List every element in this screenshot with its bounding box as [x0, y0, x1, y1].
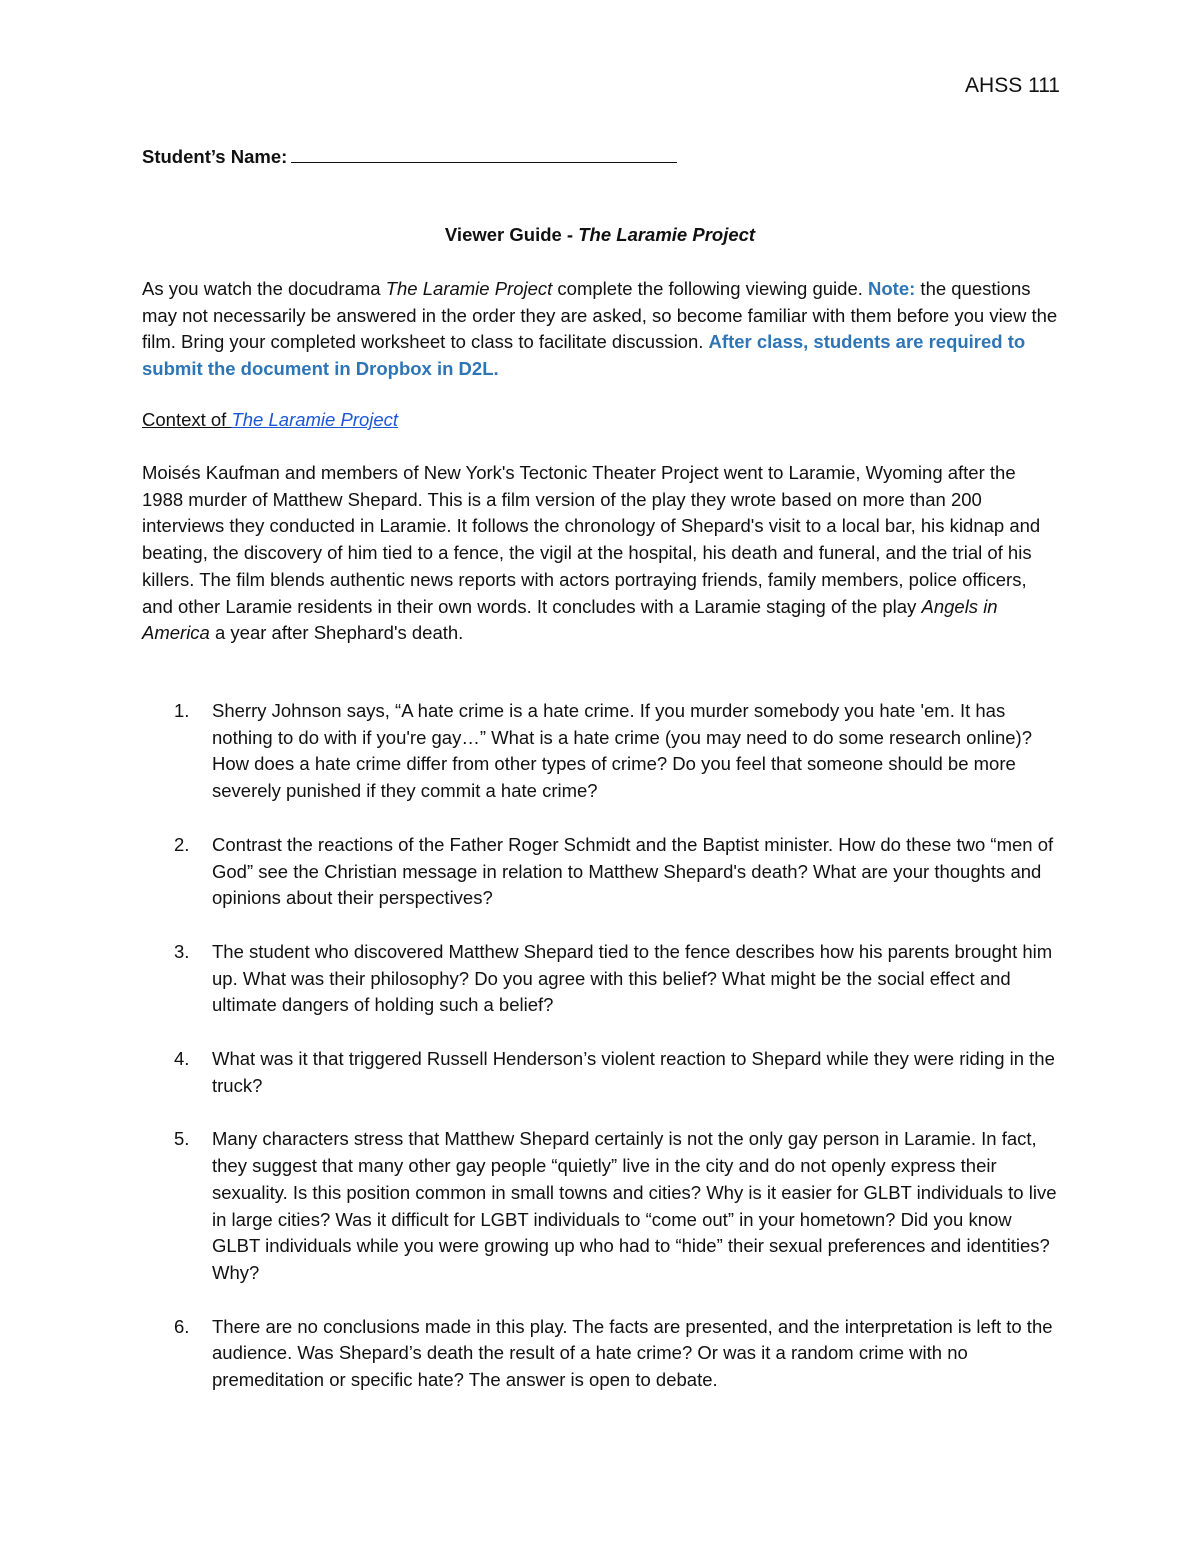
question-text: The student who discovered Matthew Shepard tied to the fence describes how his parents brought him up. What was their philosophy? Do you agree with this belief? What might be the social effect and ultimate dangers of holding such a belief?	[212, 940, 1053, 1016]
question-text: Many characters stress that Matthew Shepard certainly is not the only gay person in Laramie. In fact, they suggest that many other gay people “quietly” live in the city and do not openly express their sexuality. Is this position common in small towns and cities? Why is it easier for GLBT individuals to live in large cities? Was it difficult for LGBT individuals to “come out” in your hometown? Did you know GLBT individuals while you were growing up who had to “hide” their sexual preferences and identities? Why?	[212, 1128, 1057, 1283]
question-number: 6.	[174, 1315, 190, 1337]
question-number: 1.	[174, 700, 190, 721]
context-paragraph	[142, 460, 1058, 647]
intro-part1: As you watch the docudrama	[142, 278, 386, 299]
question-item	[142, 1314, 1058, 1394]
question-item	[142, 1126, 1058, 1286]
question-text: Contrast the reactions of the Father Roger Schmidt and the Baptist minister. How do these two “men of God” see the Christian message in relation to Matthew Shepard's death? What are your thoughts and opinions about their perspectives?	[212, 833, 1054, 909]
course-code: AHSS 111	[965, 74, 1060, 97]
question-number: 2.	[174, 833, 190, 855]
context-body-italic: Angels in America	[142, 595, 998, 644]
intro-note-label: Note:	[868, 278, 916, 299]
document-title	[142, 222, 1058, 248]
context-heading-link[interactable]: The Laramie Project	[231, 409, 399, 430]
title-film: The Laramie Project	[578, 224, 756, 245]
context-heading	[142, 407, 398, 433]
question-item	[142, 698, 1058, 805]
intro-paragraph	[142, 276, 1058, 383]
title-prefix: Viewer Guide -	[444, 224, 579, 245]
question-text: What was it that triggered Russell Henderson’s violent reaction to Shepard while they were riding in the truck?	[212, 1048, 1055, 1096]
context-body-part2: a year after Shephard's death.	[209, 622, 464, 644]
question-item	[142, 832, 1058, 912]
student-name-blank-line[interactable]	[291, 143, 677, 163]
question-number: 4.	[174, 1048, 190, 1070]
question-item	[142, 939, 1058, 1019]
question-list	[142, 698, 1058, 1394]
student-name-row	[142, 143, 677, 170]
student-name-label: Student’s Name:	[142, 146, 288, 167]
context-heading-prefix: Context of	[142, 409, 232, 430]
intro-part3: the questions may not necessarily be answered in the order they are asked, so become familiar with them before you view the film. Bring your completed worksheet to class to facilitate discussion.	[142, 278, 1058, 353]
question-item	[142, 1046, 1058, 1099]
context-body-part1: Moisés Kaufman and members of New York's Tectonic Theater Project went to Laramie, Wyoming after the 1988 murder of Matthew Shepard. This is a film version of the play they wrote based on more than 200 interviews they conducted in Laramie. It follows the chronology of Shepard's visit to a local bar, his kidnap and beating, the discovery of him tied to a fence, the vigil at the hospital, his death and funeral, and the trial of his killers. The film blends authentic news reports with actors portraying friends, family members, police officers, and other Laramie residents in their own words. It concludes with a Laramie staging of the play	[142, 462, 1041, 617]
question-number: 5.	[174, 1128, 190, 1150]
question-number: 3.	[174, 940, 190, 962]
question-text: There are no conclusions made in this play. The facts are presented, and the interpretation is left to the audience. Was Shepard’s death the result of a hate crime? Or was it a random crime with no premeditation or specific hate? The answer is open to debate.	[212, 1315, 1053, 1391]
question-text: Sherry Johnson says, “A hate crime is a hate crime. If you murder somebody you hate 'em. It has nothing to do with if you're gay…” What is a hate crime (you may need to do some research online)? How does a hate crime differ from other types of crime? Do you feel that someone should be more severely punished if they commit a hate crime?	[212, 700, 1032, 802]
intro-after-class: After class, students are required to submit the document in Dropbox in D2L.	[142, 331, 1026, 380]
intro-film: The Laramie Project	[385, 278, 553, 299]
intro-part2: complete the following viewing guide.	[552, 278, 869, 299]
